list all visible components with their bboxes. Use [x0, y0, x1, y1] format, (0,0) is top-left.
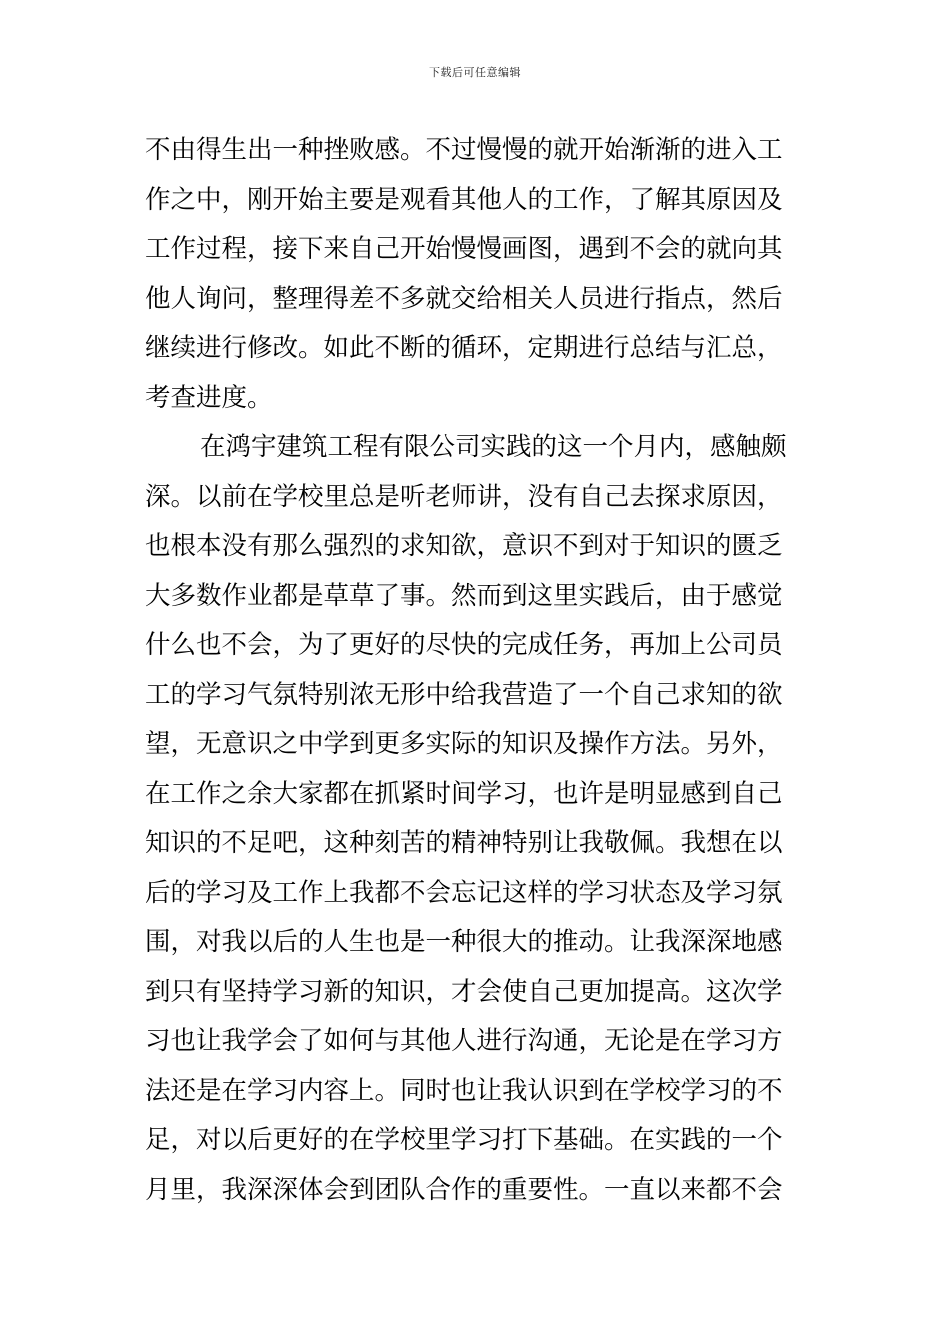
- text-line: 月里，我深深体会到团队合作的重要性。一直以来都不会: [145, 1174, 783, 1205]
- text-line: 到只有坚持学习新的知识，才会使自己更加提高。这次学: [145, 976, 783, 1007]
- text-line: 不由得生出一种挫败感。不过慢慢的就开始渐渐的进入工: [145, 135, 783, 165]
- text-line: 工作过程，接下来自己开始慢慢画图，遇到不会的就向其: [145, 234, 783, 264]
- text-line: 作之中，刚开始主要是观看其他人的工作，了解其原因及: [145, 184, 783, 215]
- page-header: 下载后可任意编辑: [429, 66, 521, 79]
- text-line: 也根本没有那么强烈的求知欲，意识不到对于知识的匮乏: [145, 531, 783, 561]
- body-text: [145, 126, 810, 1215]
- text-line: 深。以前在学校里总是听老师讲，没有自己去探求原因，: [145, 481, 783, 512]
- text-line: 足，对以后更好的在学校里学习打下基础。在实践的一个: [145, 1125, 783, 1155]
- text-line: 工的学习气氛特别浓无形中给我营造了一个自己求知的欲: [145, 679, 783, 710]
- text-line: 法还是在学习内容上。同时也让我认识到在学校学习的不: [145, 1075, 783, 1106]
- text-line: 知识的不足吧，这种刻苦的精神特别让我敬佩。我想在以: [145, 828, 783, 858]
- text-line: 继续进行修改。如此不断的循环，定期进行总结与汇总，: [145, 333, 783, 363]
- text-line: 围，对我以后的人生也是一种很大的推动。让我深深地感: [145, 927, 783, 957]
- text-line: 望，无意识之中学到更多实际的知识及操作方法。另外，: [145, 729, 783, 759]
- text-line: 在鸿宇建筑工程有限公司实践的这一个月内，感触颇: [200, 432, 787, 462]
- text-line: 什么也不会，为了更好的尽快的完成任务，再加上公司员: [145, 630, 783, 660]
- text-line: 考查进度。: [145, 382, 273, 413]
- text-line: 在工作之余大家都在抓紧时间学习，也许是明显感到自己: [145, 778, 783, 809]
- text-line: 他人询问，整理得差不多就交给相关人员进行指点，然后: [145, 283, 783, 314]
- text-line: 后的学习及工作上我都不会忘记这样的学习状态及学习氛: [145, 877, 783, 908]
- text-line: 大多数作业都是草草了事。然而到这里实践后，由于感觉: [145, 580, 783, 611]
- paragraph-2: [145, 423, 810, 1215]
- paragraph-1: [145, 126, 810, 423]
- text-line: 习也让我学会了如何与其他人进行沟通，无论是在学习方: [145, 1026, 783, 1056]
